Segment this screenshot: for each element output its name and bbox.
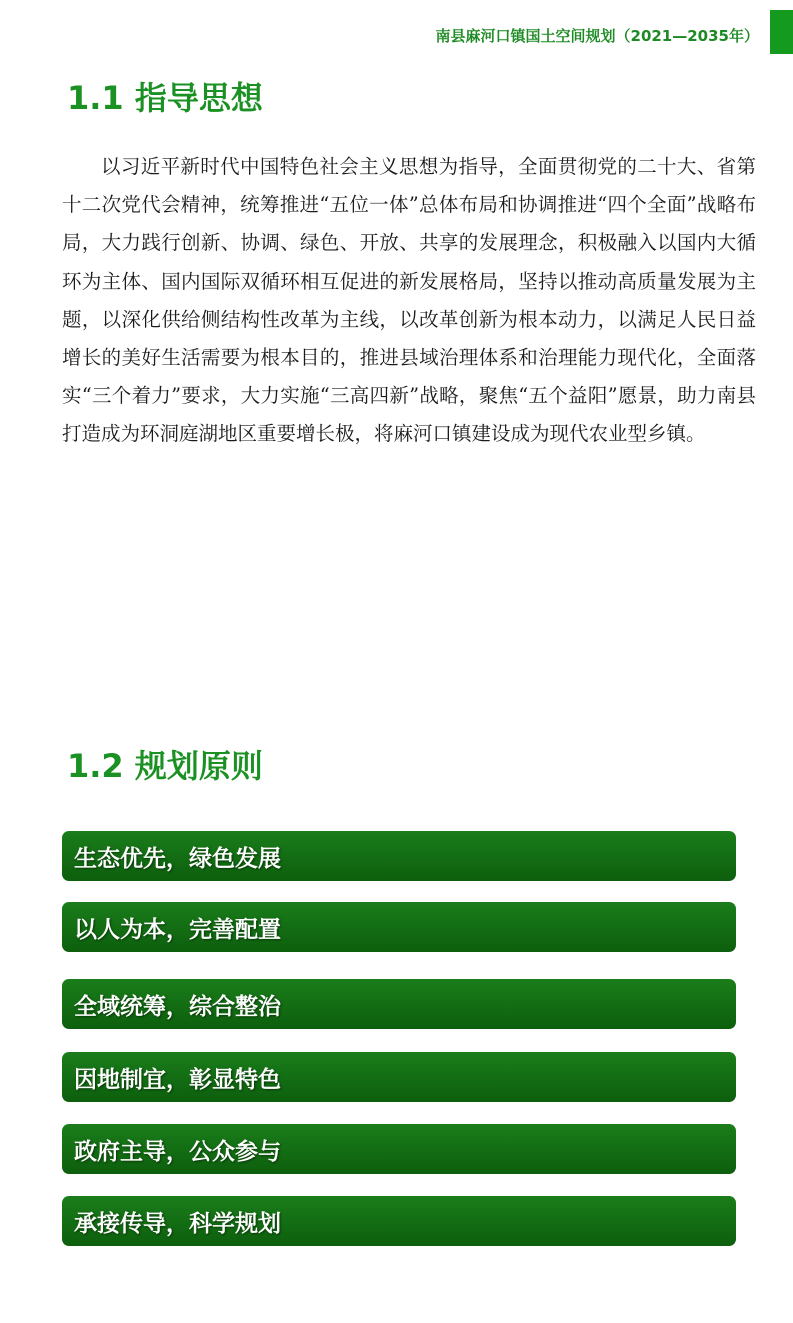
principle-label: 因地制宜，彰显特色 <box>74 1066 281 1093</box>
principle-label: 承接传导，科学规划 <box>74 1210 281 1237</box>
principle-bar-3 <box>62 979 736 1029</box>
principle-bar-6 <box>62 1196 736 1246</box>
section-heading-planning-principles: 1.2 规划原则 <box>67 747 263 785</box>
principle-bar-2 <box>62 902 736 952</box>
principle-bar-1 <box>62 831 736 881</box>
section-heading-guiding-ideology: 1.1 指导思想 <box>67 79 263 117</box>
principle-label: 政府主导，公众参与 <box>74 1138 281 1165</box>
document-header-title: 南县麻河口镇国土空间规划（2021—2035年） <box>435 27 759 45</box>
guiding-ideology-paragraph: 以习近平新时代中国特色社会主义思想为指导，全面贯彻党的二十大、省第十二次党代会精神，统筹推进“五位一体”总体布局和协调推进“四个全面”战略布局，大力践行创新、协调、绿色、开放、共享的发展理念，积极融入以国内大循环为主体、国内国际双循环相互促进的新发展格局，坚持以推动高质量发展为主题，以深化供给侧结构性改革为主线，以改革创新为根本动力，以满足人民日益增长的美好生活需要为根本目的，推进县域治理体系和治理能力现代化，全面落实“三个着力”要求，大力实施“三高四新”战略，聚焦“五个益阳”愿景，助力南县打造成为环洞庭湖地区重要增长极，将麻河口镇建设成为现代农业型乡镇。 <box>62 155 756 446</box>
principle-bar-5 <box>62 1124 736 1174</box>
header-accent-bar <box>770 10 793 54</box>
principle-label: 以人为本，完善配置 <box>74 916 281 943</box>
principle-bar-4 <box>62 1052 736 1102</box>
principle-label: 生态优先，绿色发展 <box>74 845 281 872</box>
principle-label: 全域统筹，综合整治 <box>74 993 281 1020</box>
